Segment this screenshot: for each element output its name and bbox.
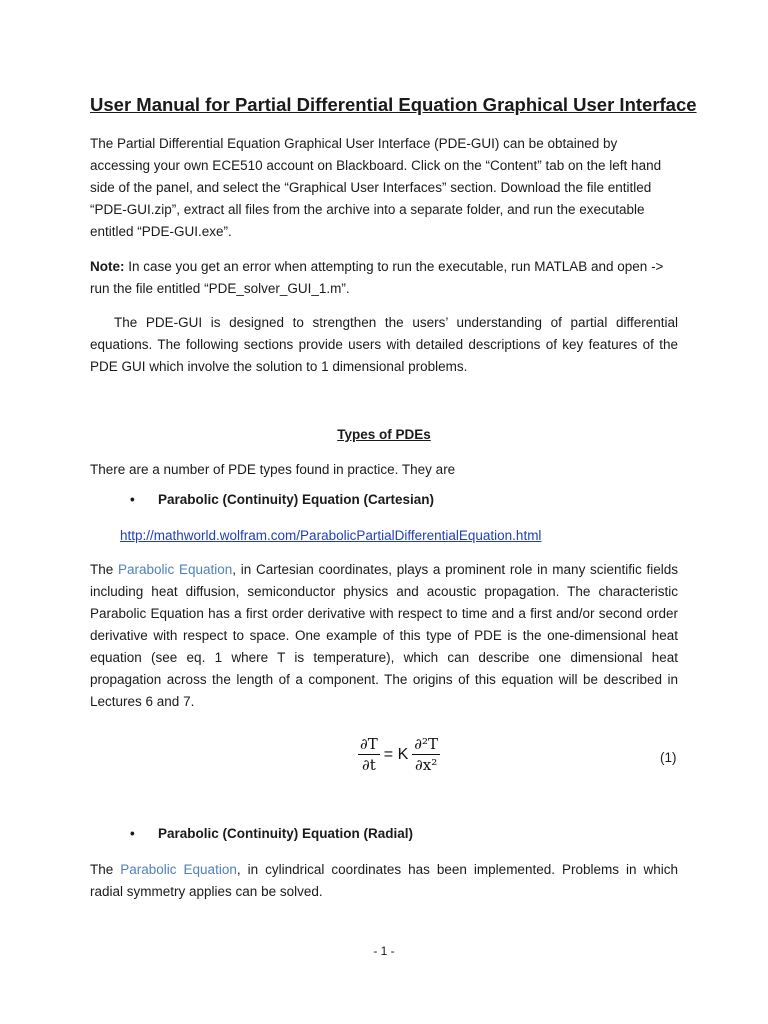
rhs-fraction: $\frac{\text{∂²T}}{\text{∂x²}}$ [414, 735, 439, 774]
equals-sign: = K [383, 745, 409, 763]
intro-paragraph: The Partial Differential Equation Graphical User Interface (PDE-GUI) can be obtained by accessing your own ECE510 account on Blackboard. Click on the “Content” tab on the left hand side of the panel, and select the “Graphical User Interfaces” section. Download the file entitled “PDE-GUI.zip”, extract all files from the archive into a separate folder, and run the executable entitled “PDE-GUI.exe”. [90, 136, 662, 239]
parabolic-equation-term[interactable]: Parabolic Equation [120, 862, 237, 877]
mathworld-link[interactable]: http://mathworld.wolfram.com/ParabolicPartialDifferentialEquation.html [120, 528, 542, 543]
radial-paragraph: The Parabolic Equation, in cylindrical coordinates has been implemented. Problems in which radial symmetry applies can be solved. [90, 862, 678, 899]
parabolic-equation-term[interactable]: Parabolic Equation [117, 562, 233, 577]
bullet-item-radial [130, 826, 413, 841]
document-title: User Manual for Partial Differential Equation Graphical User Interface [90, 94, 697, 115]
note-label: Note: [90, 259, 125, 274]
equation-number: (1) [660, 750, 677, 765]
cartesian-paragraph: The Parabolic Equation, in Cartesian coordinates, plays a prominent role in many scientific fields including heat diffusion, semiconductor physics and acoustic propagation. The characteristic Parabolic Equation has a first order derivative with respect to time and a first and/or second order derivative with respect to space. One example of this type of PDE is the one-dimensional heat equation (see eq. 1 where T is temperature), which can describe one dimensional heat propagation across the length of a component. The origins of this equation will be described in Lectures 6 and 7. [90, 562, 679, 709]
section-heading-types-of-pdes: Types of PDEs [337, 427, 431, 442]
page-number: - 1 - [373, 944, 395, 958]
bullet-label: Parabolic (Continuity) Equation (Radial) [158, 826, 414, 841]
heat-equation [358, 734, 440, 775]
document-page [90, 0, 697, 1024]
bullet-item-cartesian [130, 492, 434, 507]
note-text: In case you get an error when attempting to run the executable, run MATLAB and open -> run the file entitled “PDE_solver_GUI_1.m”. [90, 259, 664, 296]
note-paragraph [90, 256, 678, 300]
bullet-label: Parabolic (Continuity) Equation (Cartesian) [158, 492, 435, 507]
bullet-icon: • [130, 826, 135, 841]
bullet-icon: • [130, 492, 135, 507]
lhs-fraction: $\frac{\partial T}{\partial t}$ [360, 735, 378, 774]
purpose-paragraph: The PDE-GUI is designed to strengthen the users’ understanding of partial differential equations. The following sections provide users with detailed descriptions of key features of the PDE GUI which involve the solution to 1 dimensional problems. [90, 315, 678, 374]
types-intro-paragraph: There are a number of PDE types found in practice. They are [90, 462, 456, 477]
